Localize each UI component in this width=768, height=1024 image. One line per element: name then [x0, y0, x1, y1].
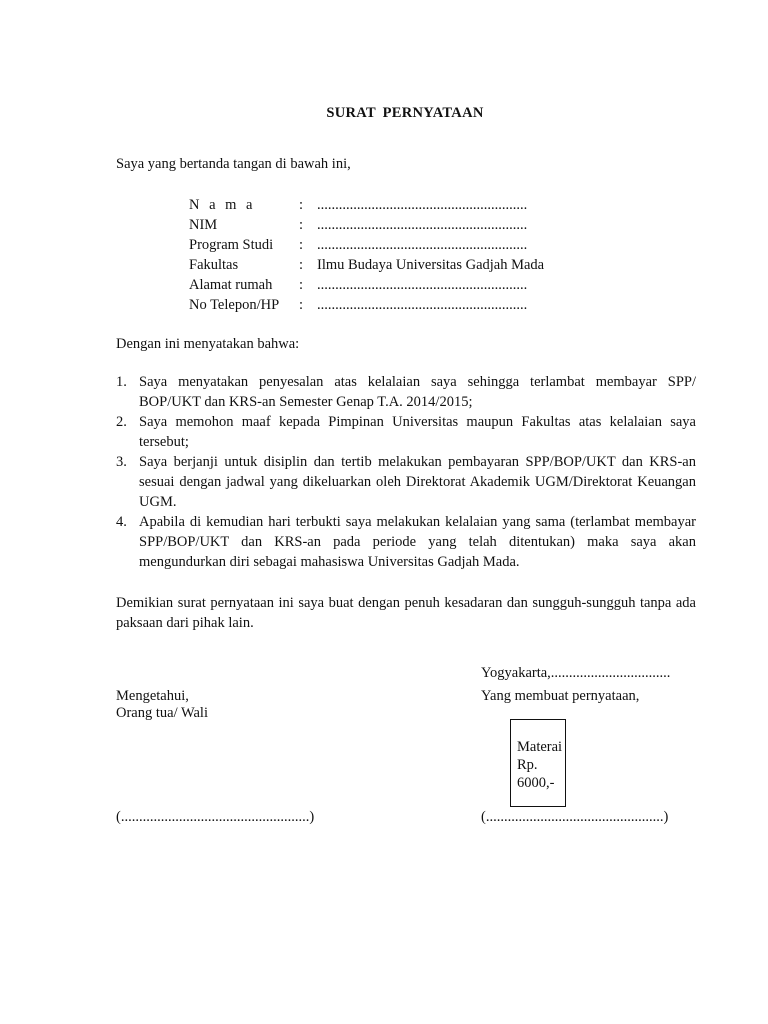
field-label: NIM: [189, 217, 218, 233]
statement-intro: Dengan ini menyatakan bahwa:: [116, 336, 300, 352]
field-label: N a m a: [189, 197, 256, 213]
list-item: [116, 372, 696, 412]
field-row-program-studi: [189, 235, 544, 255]
stamp-line: Materai: [517, 739, 563, 755]
field-label: Alamat rumah: [189, 277, 273, 293]
statement-list: [116, 372, 696, 572]
list-text: Saya menyatakan penyesalan atas kelalaian saya sehingga terlambat membayar SPP/ BOP/UKT dan KRS-an Semester Genap T.A. 2014/2015;: [139, 374, 696, 410]
stamp-text: [517, 738, 562, 792]
stamp-line: 6000,-: [517, 775, 555, 791]
signature-left: (....................................................): [116, 809, 315, 825]
stamp-box: [510, 719, 566, 807]
list-item: [116, 512, 696, 572]
stamp-line: Rp.: [517, 757, 538, 773]
field-label: No Telepon/HP: [189, 297, 280, 313]
signature-right: (.................................................): [481, 809, 669, 825]
field-row-nama: [189, 195, 544, 215]
field-value: ..........................................................: [317, 237, 528, 253]
list-number: 3.: [116, 454, 127, 470]
list-text: Apabila di kemudian hari terbukti saya melakukan kelalaian yang sama (terlambat membayar SPP/BOP/UKT dan KRS-an pada periode yang telah ditentukan) maka saya akan mengundurkan diri sebagai mahasiswa Universitas Gadjah Mada.: [139, 514, 696, 570]
identity-fields: [189, 195, 544, 315]
field-row-alamat: [189, 275, 544, 295]
list-text: Saya berjanji untuk disiplin dan tertib melakukan pembayaran SPP/BOP/UKT dan KRS-an sesuai dengan jadwal yang dikeluarkan oleh Direktorat Akademik UGM/Direktorat Keuangan UGM.: [139, 454, 696, 510]
field-value: ..........................................................: [317, 297, 528, 313]
field-colon: :: [299, 257, 304, 273]
field-colon: :: [299, 297, 304, 313]
list-item: [116, 452, 696, 512]
field-row-fakultas: [189, 255, 544, 275]
document-title: SURAT PERNYATAAN: [326, 105, 484, 121]
field-row-nim: [189, 215, 544, 235]
list-number: 2.: [116, 414, 127, 430]
acknowledged-label: Mengetahui,: [116, 688, 189, 704]
field-label: Fakultas: [189, 257, 239, 273]
field-colon: :: [299, 237, 304, 253]
field-colon: :: [299, 197, 304, 213]
maker-label: Yang membuat pernyataan,: [481, 688, 640, 704]
field-colon: :: [299, 217, 304, 233]
field-row-telepon: [189, 295, 544, 315]
field-value: ..........................................................: [317, 277, 528, 293]
place-date: Yogyakarta,.................................: [481, 665, 671, 681]
field-label: Program Studi: [189, 237, 274, 253]
field-value: ..........................................................: [317, 217, 528, 233]
field-value: ..........................................................: [317, 197, 528, 213]
guardian-label: Orang tua/ Wali: [116, 705, 208, 721]
list-text: Saya memohon maaf kepada Pimpinan Universitas maupun Fakultas atas kelalaian saya tersebut;: [139, 414, 696, 450]
field-value: Ilmu Budaya Universitas Gadjah Mada: [317, 257, 545, 273]
closing-paragraph: Demikian surat pernyataan ini saya buat dengan penuh kesadaran dan sungguh-sungguh tanpa ada paksaan dari pihak lain.: [116, 595, 696, 631]
list-number: 1.: [116, 374, 127, 390]
field-colon: :: [299, 277, 304, 293]
list-item: [116, 412, 696, 452]
list-number: 4.: [116, 514, 127, 530]
intro-text: Saya yang bertanda tangan di bawah ini,: [116, 156, 351, 172]
